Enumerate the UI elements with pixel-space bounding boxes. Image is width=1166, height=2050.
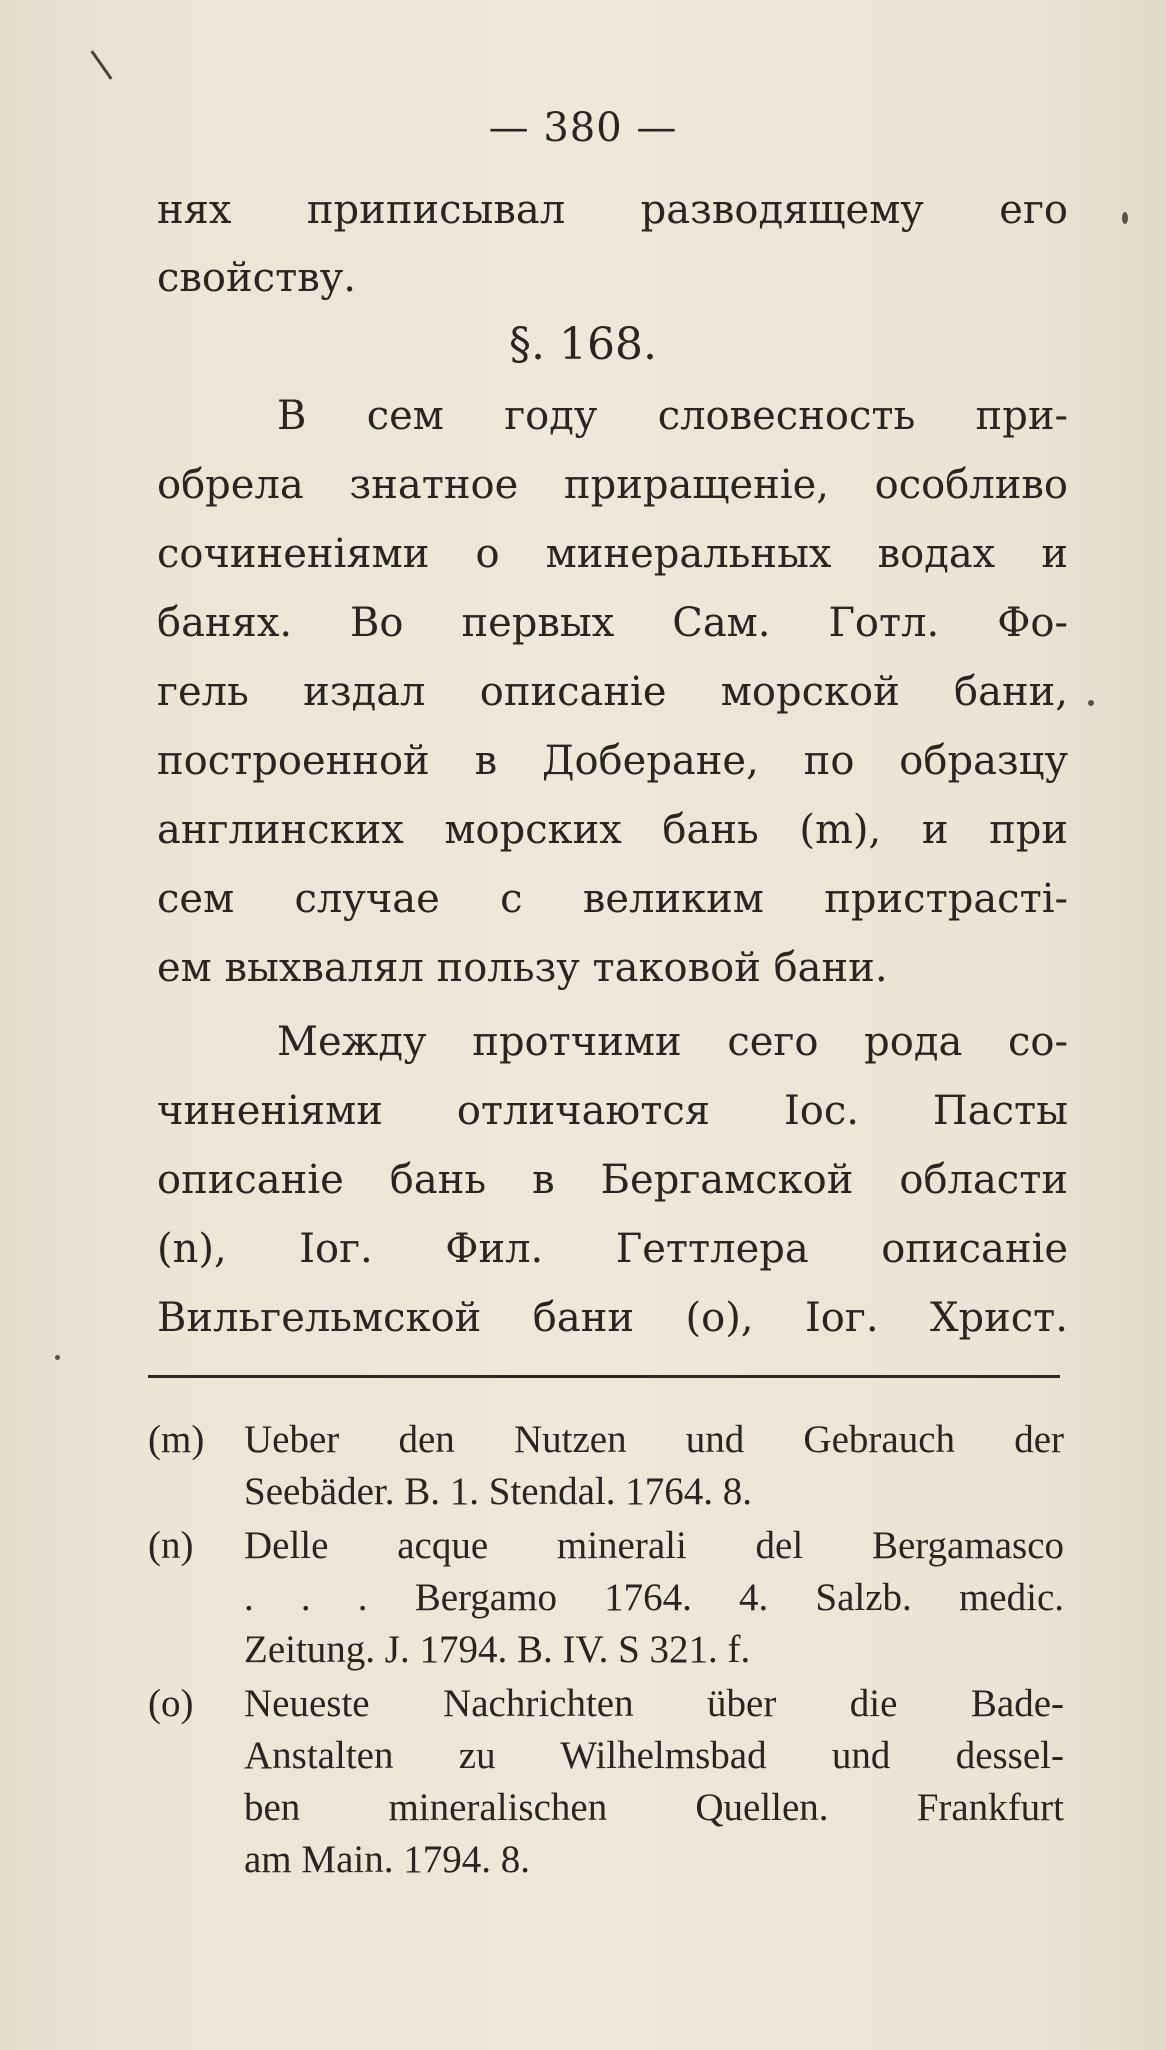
footnote-line: Ueber den Nutzen und Gebrauch der (244, 1418, 1064, 1461)
body-line: В сем году словесность при- (277, 393, 1068, 439)
footnote-mark: (n) (148, 1524, 194, 1567)
body-line: описаніе бань в Бергамской области (157, 1157, 1068, 1203)
body-line: сочиненіями о минеральных водах и (157, 531, 1068, 577)
footnote-line: am Main. 1794. 8. (244, 1838, 530, 1881)
body-line: гель издал описаніе морской бани, (157, 669, 1068, 715)
body-line: Между протчими сего рода со- (277, 1019, 1068, 1065)
body-line: сем случае с великим пристрасті- (157, 876, 1068, 922)
footnote-line: ben mineralischen Quellen. Frankfurt (244, 1786, 1064, 1829)
body-line: построенной в Доберане, по образцу (157, 738, 1068, 784)
body-line: англинских морских бань (m), и при (157, 807, 1068, 853)
page-number: — 380 — (488, 105, 678, 151)
body-line: свойству. (157, 255, 356, 301)
ink-mark (91, 50, 113, 80)
body-line: (n), Іог. Фил. Геттлера описаніе (157, 1226, 1068, 1272)
body-line: Вильгельмской бани (o), Іог. Христ. (157, 1295, 1068, 1341)
section-heading: §. 168. (509, 319, 657, 370)
footnote-line: Seebäder. B. 1. Stendal. 1764. 8. (244, 1470, 753, 1513)
body-line: банях. Во первых Сам. Готл. Фо- (157, 600, 1068, 646)
footnote-line: Anstalten zu Wilhelmsbad und dessel- (244, 1734, 1064, 1777)
footnote-m (148, 1414, 1068, 1518)
footnote-line: Neueste Nachrichten über die Bade- (244, 1682, 1064, 1725)
footnote-line: Delle acque minerali del Bergamasco (244, 1524, 1064, 1567)
body-line: нях приписывал разводящему его (157, 187, 1068, 233)
footnote-n (148, 1520, 1068, 1676)
paper-speck (1088, 700, 1094, 706)
footnote-line: . . . Bergamo 1764. 4. Salzb. medic. (244, 1576, 1064, 1619)
footnote-line: Zeitung. J. 1794. B. IV. S 321. f. (244, 1628, 751, 1671)
body-line: обрела знатное приращеніе, особливо (157, 462, 1068, 508)
footnote-o (148, 1678, 1068, 1886)
body-line: чиненіями отличаются Іос. Пасты (157, 1088, 1068, 1134)
footnote-mark: (m) (148, 1418, 205, 1461)
body-line: ем выхвалял пользу таковой бани. (157, 945, 888, 991)
paper-speck (55, 1355, 60, 1360)
footnote-rule (148, 1375, 1060, 1378)
paper-speck (1122, 212, 1128, 224)
footnote-mark: (o) (148, 1682, 194, 1725)
